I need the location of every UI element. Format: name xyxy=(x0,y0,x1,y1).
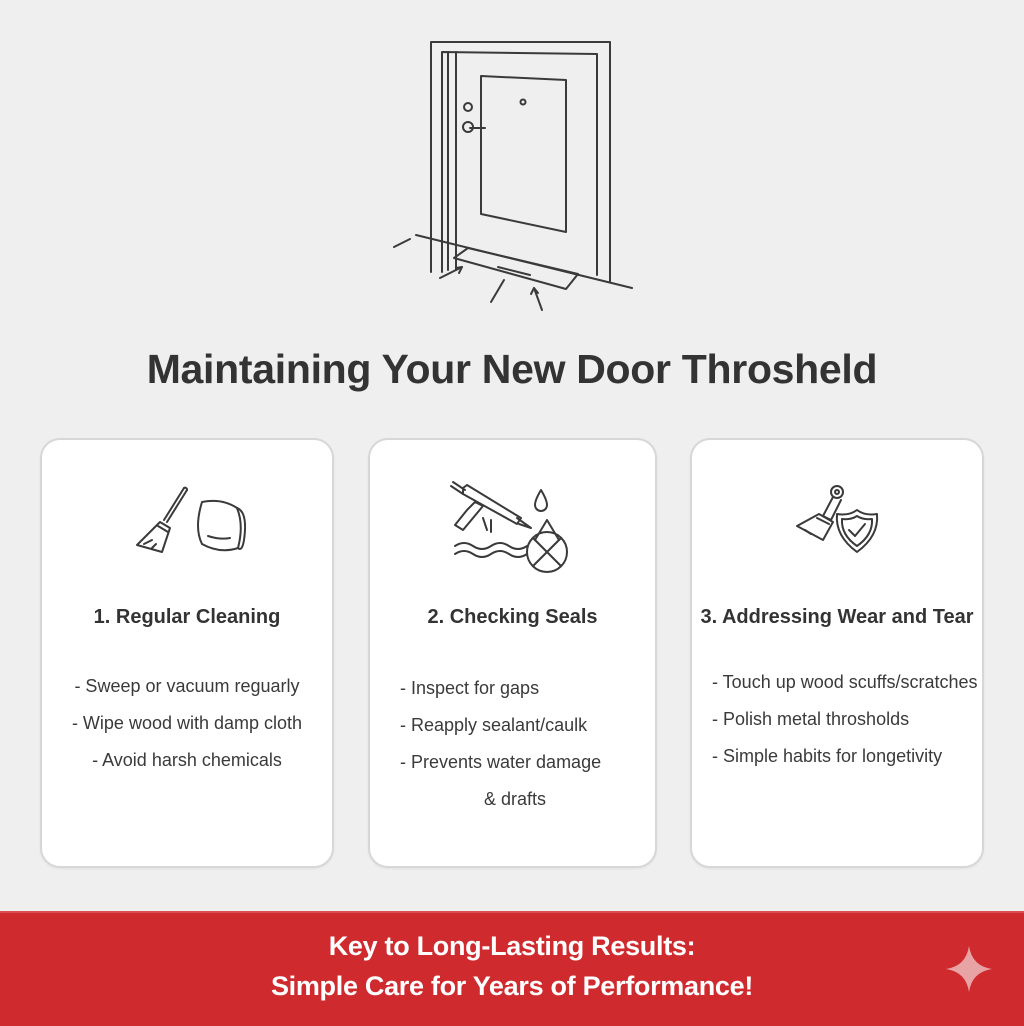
list-item: & drafts xyxy=(484,789,547,809)
door-threshold-illustration xyxy=(380,30,650,320)
water-drop-icon xyxy=(535,490,547,511)
card-title: 3. Addressing Wear and Tear xyxy=(700,606,974,628)
no-leak-icon xyxy=(527,520,567,572)
list-item: - Prevents water damage xyxy=(400,752,602,772)
sparkle-icon xyxy=(944,944,994,994)
list-item: - Touch up wood scuffs/scratches xyxy=(712,672,978,692)
footer-headline: Key to Long-Lasting Results: xyxy=(328,931,696,961)
page-title: Maintaining Your New Door Throsheld xyxy=(146,346,878,392)
footer-subline: Simple Care for Years of Performance! xyxy=(270,971,754,1001)
broom-icon xyxy=(137,488,187,552)
list-item: - Reapply sealant/caulk xyxy=(400,715,588,735)
list-item: - Wipe wood with damp cloth xyxy=(71,713,303,733)
card-checking-seals xyxy=(368,438,657,868)
caulk-gun-icon xyxy=(451,482,531,532)
shield-check-icon xyxy=(837,510,877,552)
card-list xyxy=(692,664,1002,775)
paintbrush-icon xyxy=(797,486,843,540)
card-title: 1. Regular Cleaning xyxy=(93,606,281,628)
card-wear-and-tear xyxy=(690,438,984,868)
footer-banner xyxy=(0,911,1024,1026)
card-list xyxy=(370,670,685,818)
list-item: - Sweep or vacuum reguarly xyxy=(74,676,300,696)
card-icon-group xyxy=(42,480,332,580)
card-list xyxy=(42,668,332,779)
card-icon-group xyxy=(692,480,982,580)
list-item: - Simple habits for longetivity xyxy=(712,746,943,766)
waves-icon xyxy=(455,543,527,557)
card-regular-cleaning xyxy=(40,438,334,868)
cloth-icon xyxy=(198,501,245,550)
card-icon-group xyxy=(370,480,655,580)
list-item: - Polish metal throsholds xyxy=(712,709,910,729)
list-item: - Avoid harsh chemicals xyxy=(92,750,282,770)
list-item: - Inspect for gaps xyxy=(400,678,540,698)
card-title: 2. Checking Seals xyxy=(427,606,598,628)
